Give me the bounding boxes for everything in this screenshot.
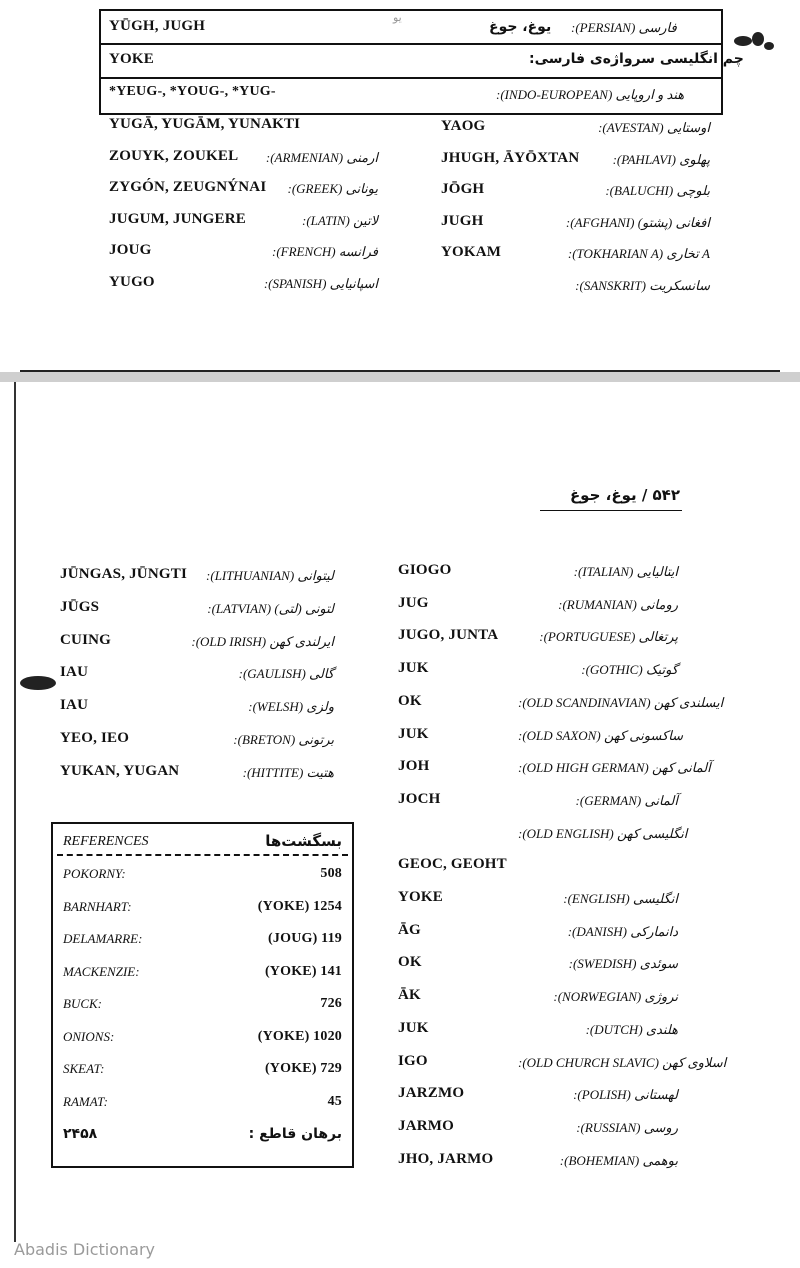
entry-language-label: :(RUSSIAN) روسی: [576, 1119, 678, 1135]
reference-name: RAMAT:: [63, 1093, 109, 1109]
entry-language-label: :(AFGHANI) افغانی (پشتو): [565, 214, 710, 230]
entry-language-label: :(GERMAN) آلمانی: [575, 792, 678, 808]
entry-language-label: :(SANSKRIT) سانسکریت: [575, 278, 710, 293]
entry-language-label: :(OLD IRISH) ایرلندی کهن: [191, 633, 334, 649]
entry-language-label: :(OLD SCANDINAVIAN) ایسلندی کهن: [518, 694, 724, 710]
reference-page: (YOKE) 141: [264, 963, 342, 979]
watermark: Abadis Dictionary: [14, 1240, 155, 1259]
entry-word: JUK: [398, 725, 429, 742]
entry-word: JUGUM, JUNGERE: [109, 210, 246, 227]
entry-language-label: :(ARMENIAN) ارمنی: [265, 149, 378, 165]
entry-word: IAU: [60, 664, 89, 681]
entry-language-label: :(TOKHARIAN A) تخاری A: [567, 246, 710, 262]
entry-language-label: :(LITHUANIAN) لیتوانی: [206, 568, 334, 583]
entry-language-label: :(AVESTAN) اوستایی: [598, 120, 710, 135]
references-box: [51, 822, 354, 1168]
reference-page: 45: [327, 1093, 342, 1109]
persian-word: یوغ، جوغ: [489, 19, 552, 35]
entry-language-label: :(BRETON) برتونی: [233, 732, 334, 747]
entry-language-label: :(BALUCHI) بلوچی: [605, 183, 710, 199]
reference-name: برهان قاطع :: [248, 1126, 342, 1142]
reference-page: (YOKE) 1254: [257, 898, 342, 914]
entry-word: ZOUYK, ZOUKEL: [109, 147, 239, 164]
entry-word: JARMO: [398, 1117, 454, 1134]
entry-word: JŪGS: [60, 598, 100, 615]
entry-language-label: :(SPANISH) اسپانیایی: [263, 276, 378, 291]
entry-word: IAU: [60, 697, 89, 714]
reference-page: (YOKE) 1020: [257, 1028, 342, 1044]
entry-language-label: :(LATVIAN) لتونی (لتی): [207, 600, 334, 616]
entry-language-label: :(BOHEMIAN) بوهمی: [559, 1152, 678, 1168]
entry-language-label: :(OLD CHURCH SLAVIC) اسلاوی کهن: [518, 1054, 727, 1070]
ink-blot: [764, 42, 774, 50]
entry-word: JARZMO: [398, 1085, 465, 1102]
entry-language-label: :(WELSH) ولزی: [248, 699, 334, 715]
entry-word: JŌGH: [441, 181, 485, 198]
divider: [101, 43, 721, 45]
reference-page: ۲۴۵۸: [63, 1126, 98, 1142]
entry-language-label: :(DANISH) دانمارکی: [567, 923, 678, 939]
entry-language-label: :(DUTCH) هلندی: [585, 1021, 678, 1037]
reference-page: (JOUG) 119: [268, 931, 342, 946]
page-separator-band: [0, 372, 800, 382]
entry-word: YOKAM: [441, 244, 502, 261]
english-headword-label: چم انگلیسی سرواژه‌ی فارسی:: [529, 51, 744, 67]
entry-language-label: :(OLD HIGH GERMAN) آلمانی کهن: [518, 760, 711, 776]
entry-word: ĀG: [398, 921, 421, 938]
entry-word: JOUG: [109, 242, 152, 259]
entry-language-label: :(GOTHIC) گوتیک: [581, 662, 678, 678]
entry-word: YUGO: [109, 274, 155, 290]
indo-european-label: هند و اروپایی (INDO-EUROPEAN):: [496, 87, 685, 102]
entry-language-label: :(PAHLAVI) پهلوی: [612, 151, 710, 167]
entry-word: GEOC, GEOHT: [398, 856, 507, 873]
reference-name: SKEAT:: [63, 1061, 105, 1076]
page-header: [540, 486, 682, 511]
ink-blot: [20, 676, 56, 690]
indo-european-roots: *YEUG-, *YOUG-, *YUG-: [109, 84, 276, 99]
entry-word: JUG: [398, 594, 429, 611]
reference-page: (YOKE) 729: [264, 1061, 342, 1076]
ink-blot: [734, 36, 752, 46]
left-margin-rule: [14, 382, 16, 1242]
entry-word: JOH: [398, 758, 430, 775]
entry-word: IGO: [398, 1052, 428, 1069]
faint-mark: یو: [393, 11, 402, 24]
entry-word: YUGĀ, YUGĀM, YUNAKTI: [109, 116, 301, 132]
entry-word: JUGH: [441, 212, 484, 229]
entry-language-label: :(GREEK) یونانی: [287, 181, 378, 197]
entry-word: OK: [398, 692, 422, 709]
entry-word: GIOGO: [398, 562, 452, 578]
entry-language-label: :(ENGLISH) انگلیسی: [563, 891, 678, 906]
entry-word: JŪNGAS, JŪNGTI: [60, 566, 187, 582]
entry-language-label: :(FRENCH) فرانسه: [272, 244, 378, 260]
references-title-persian: بسگشت‌ها: [265, 832, 342, 850]
reference-name: POKORNY:: [63, 866, 126, 881]
page-number-and-title: ۵۴۲ / یوغ، جوغ: [569, 486, 680, 504]
entry-word: JOCH: [398, 790, 441, 807]
entry-language-label: :(LATIN) لاتین: [301, 212, 378, 228]
entry-word: JUK: [398, 1019, 429, 1036]
reference-name: DELAMARRE:: [63, 931, 143, 946]
reference-name: ONIONS:: [63, 1028, 115, 1044]
ink-blot: [752, 32, 764, 46]
dashed-divider: [57, 854, 348, 856]
entry-language-label: :(HITTITE) هتیت: [242, 764, 334, 780]
entry-language-label: :(PORTUGUESE) پرتغالی: [539, 629, 678, 645]
entry-word: JHO, JARMO: [398, 1150, 494, 1167]
reference-page: 726: [320, 996, 342, 1011]
entry-word: YUKAN, YUGAN: [60, 762, 180, 779]
english-headword: YOKE: [109, 51, 154, 67]
entry-word: YEO, IEO: [60, 730, 130, 746]
entry-language-label: :(POLISH) لهستانی: [573, 1087, 678, 1103]
entry-word: JHUGH, ĀYŌXTAN: [441, 149, 580, 166]
header-etymology-box: [99, 9, 744, 115]
entry-language-label: :(SWEDISH) سوئدی: [568, 956, 678, 972]
reference-name: BARNHART:: [63, 898, 132, 914]
entry-word: OK: [398, 954, 422, 971]
entry-word: ĀK: [398, 987, 421, 1004]
entry-word: CUING: [60, 631, 112, 648]
divider: [101, 77, 721, 79]
entry-language-label: :(OLD ENGLISH) انگلیسی کهن: [518, 825, 688, 841]
reference-page: 508: [320, 866, 342, 881]
persian-label: فارسی (PERSIAN):: [571, 20, 677, 35]
entry-language-label: :(NORWEGIAN) نروژی: [553, 989, 678, 1005]
persian-word-transliteration: YŪGH, JUGH: [109, 18, 206, 34]
entry-word: YOKE: [398, 889, 443, 905]
entry-word: JUGO, JUNTA: [398, 627, 499, 644]
entry-word: ZYGÓN, ZEUGNÝNAI: [109, 179, 267, 196]
reference-name: MACKENZIE:: [63, 963, 140, 979]
references-title: REFERENCES: [63, 834, 149, 849]
entry-language-label: :(ITALIAN) ایتالیایی: [573, 564, 678, 579]
entry-language-label: :(OLD SAXON) ساکسونی کهن: [518, 727, 684, 743]
entry-word: YAOG: [441, 118, 486, 134]
reference-name: BUCK:: [63, 996, 102, 1011]
entry-word: JUK: [398, 660, 429, 677]
entry-language-label: :(GAULISH) گالی: [238, 666, 334, 682]
entry-language-label: :(RUMANIAN) رومانی: [558, 596, 678, 612]
